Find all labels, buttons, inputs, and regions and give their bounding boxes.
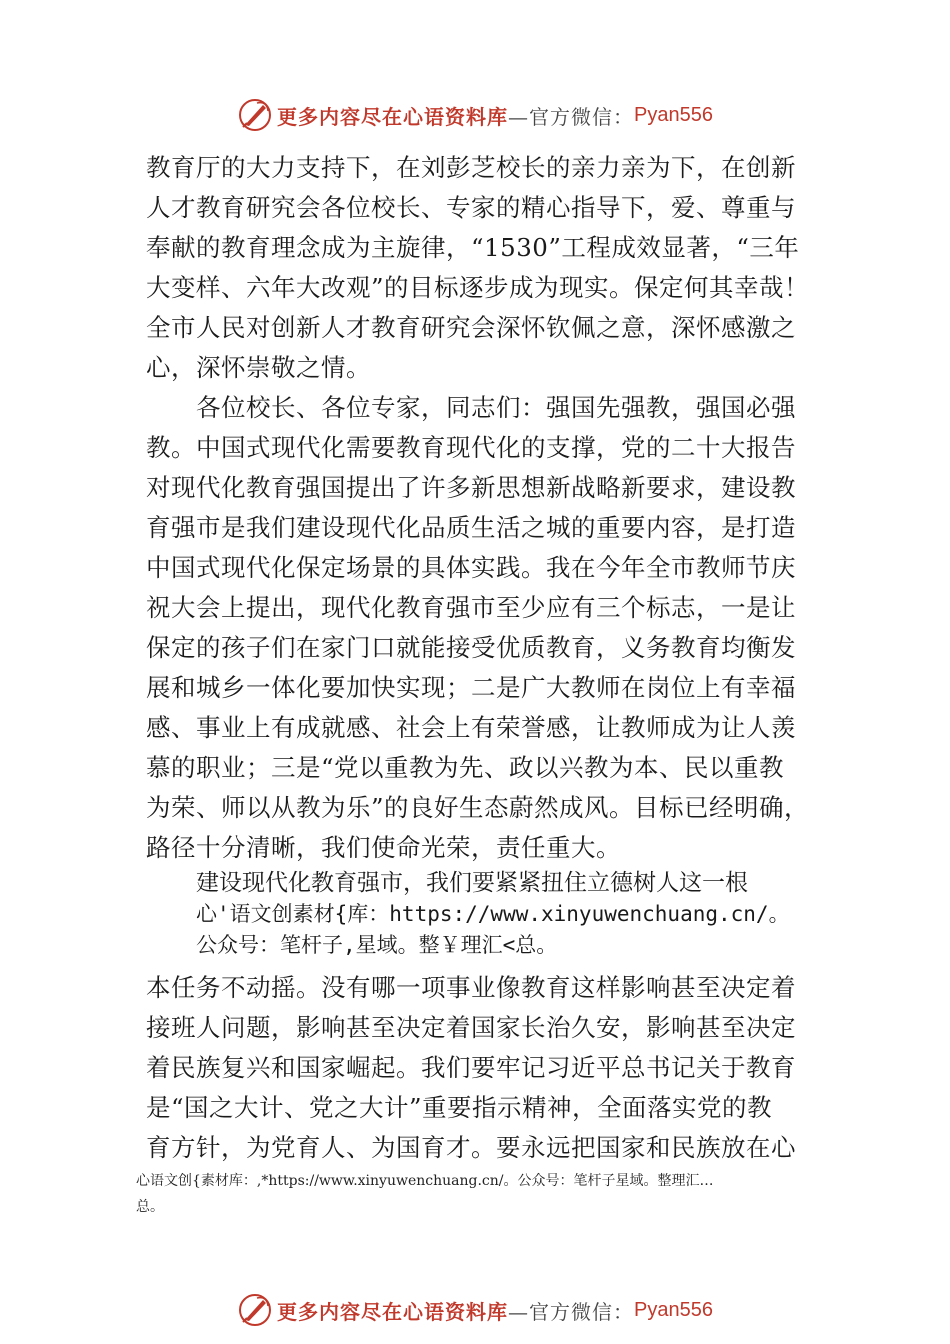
body-line: 教。中国式现代化需要教育现代化的支撑，党的二十大报告 <box>146 433 796 462</box>
body-line: 本任务不动摇。没有哪一项事业像教育这样影响甚至决定着 <box>146 973 796 1002</box>
body-line: 教育厅的大力支持下，在刘彭芝校长的亲力亲为下，在创新 <box>146 153 796 182</box>
watermark-line: 心'语文创素材{库：https://www.xinyuwenchuang.cn/。 <box>196 902 790 926</box>
body-line: 是“国之大计、党之大计”重要指示精神，全面落实党的教 <box>146 1093 773 1122</box>
header-banner <box>0 95 950 135</box>
body-line: 心，深怀崇敬之情。 <box>146 353 371 382</box>
body-line: 感、事业上有成就感、社会上有荣誉感，让教师成为让人羡 <box>146 713 796 742</box>
body-line: 全市人民对创新人才教育研究会深怀钦佩之意，深怀感激之 <box>146 313 796 342</box>
body-line: 慕的职业；三是“党以重教为先、政以兴教为本、民以重教 <box>146 753 785 782</box>
quill-pen-logo-icon <box>237 1292 273 1328</box>
body-line: 育方针，为党育人、为国育才。要永远把国家和民族放在心 <box>146 1133 796 1162</box>
footer-banner <box>0 1290 950 1330</box>
header-banner-wechat-id: Pyan556 <box>634 103 713 126</box>
body-line: 各位校长、各位专家，同志们：强国先强教，强国必强 <box>146 393 796 422</box>
footnote-line: 心语文创{素材库：,*https://www.xinyuwenchuang.cn/。公众号：笔杆子星域。整理汇… <box>136 1173 714 1189</box>
quill-pen-logo-icon <box>237 97 273 133</box>
footer-banner-title: 更多内容尽在心语资料库 <box>277 1299 509 1324</box>
body-line: 育强市是我们建设现代化品质生活之城的重要内容，是打造 <box>146 513 796 542</box>
body-line: 大变样、六年大改观”的目标逐步成为现实。保定何其幸哉！ <box>146 273 810 302</box>
body-line: 保定的孩子们在家门口就能接受优质教育，义务教育均衡发 <box>146 633 796 662</box>
body-line: 人才教育研究会各位校长、专家的精心指导下，爱、尊重与 <box>146 193 796 222</box>
body-line: 奉献的教育理念成为主旋律，“1530”工程成效显著，“三年 <box>146 233 800 262</box>
body-line: 中国式现代化保定场景的具体实践。我在今年全市教师节庆 <box>146 553 796 582</box>
body-line: 对现代化教育强国提出了许多新思想新战略新要求，建设教 <box>146 473 796 502</box>
body-line: 路径十分清晰，我们使命光荣，责任重大。 <box>146 833 621 862</box>
footer-banner-wechat-label: —官方微信： <box>508 1299 635 1324</box>
footer-banner-wechat-id: Pyan556 <box>634 1298 713 1321</box>
body-line: 着民族复兴和国家崛起。我们要牢记习近平总书记关于教育 <box>146 1053 796 1082</box>
body-line: 祝大会上提出，现代化教育强市至少应有三个标志，一是让 <box>146 593 796 622</box>
footnote <box>136 1168 836 1220</box>
body-line: 接班人问题，影响甚至决定着国家长治久安，影响甚至决定 <box>146 1013 796 1042</box>
header-banner-wechat-label: —官方微信： <box>508 104 635 129</box>
header-banner-title: 更多内容尽在心语资料库 <box>277 104 509 129</box>
watermark-line: 建设现代化教育强市，我们要紧紧扭住立德树人这一根 <box>196 870 748 896</box>
body-line: 为荣、师以从教为乐”的良好生态蔚然成风。目标已经明确， <box>146 793 810 822</box>
footnote-line: 总。 <box>136 1199 164 1215</box>
body-line: 展和城乡一体化要加快实现；二是广大教师在岗位上有幸福 <box>146 673 796 702</box>
watermark-line: 公众号：笔杆子,星域。整￥理汇<总。 <box>196 933 558 957</box>
